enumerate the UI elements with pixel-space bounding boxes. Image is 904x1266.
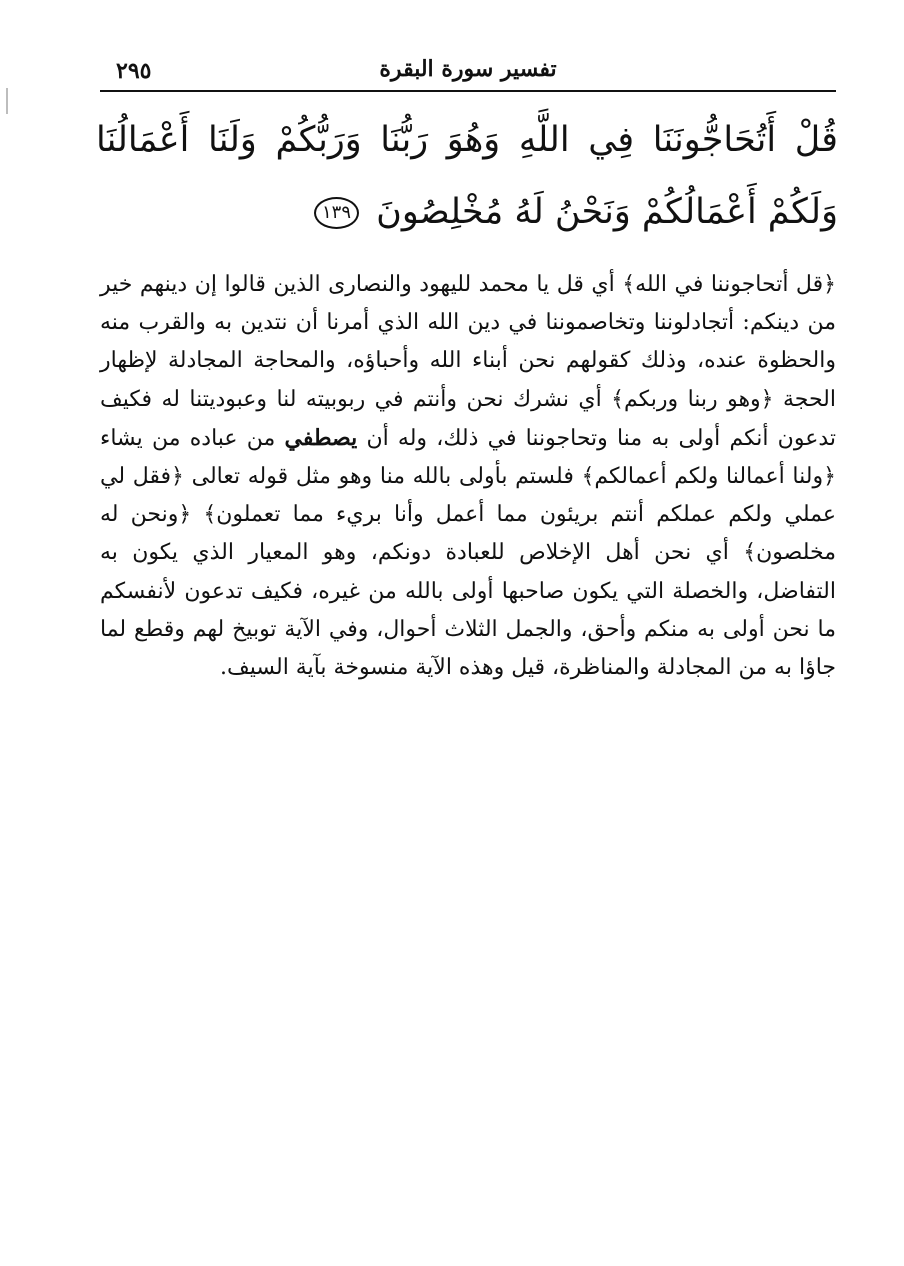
- scan-edge-mark: [6, 88, 8, 114]
- tafsir-commentary: [100, 266, 836, 687]
- commentary-emphasis-word: يصطفي: [284, 424, 358, 451]
- quran-verse: [96, 104, 838, 248]
- commentary-part-2: من عباده من يشاء ﴿ولنا أعمالنا ولكم أعمالكم﴾ فلستم بأولى بالله منا وهو مثل قوله تعالى ﴿فقل لي عملي ولكم عملكم أنتم بريئون مما أعمل وأنا بريء مما تعملون﴾ ﴿ونحن له مخلصون﴾ أي نحن أهل الإخلاص للعبادة دونكم، وهو المعيار الذي يكون به التفاضل، والخصلة التي يكون صاحبها أولى بالله من غيره، فكيف تدعون لأنفسكم ما نحن أولى به منكم وأحق، والجمل الثلاث أحوال، وفي الآية توبيخ لهم وقطع لما جاؤا به من المجادلة والمناظرة، قيل وهذه الآية منسوخة بآية السيف.: [100, 425, 836, 681]
- running-title: تفسير سورة البقرة: [379, 56, 557, 82]
- page-number: ٢٩٥: [116, 58, 152, 84]
- commentary-part-1: ﴿قل أتحاجوننا في الله﴾ أي قل يا محمد لليهود والنصارى الذين قالوا إن دينهم خير من دينكم: أتجادلوننا وتخاصموننا في دين الله الذي أمرنا أن نتدين به والقرب منه والحظوة عنده، وذلك كقولهم نحن أبناء الله وأحباؤه، والمحاجة المجادلة لإظهار الحجة ﴿وهو ربنا وربكم﴾ أي نشرك نحن وأنتم في ربوبيته لنا وعبوديتنا له فكيف تدعون أنكم أولى به منا وتحاجوننا في ذلك، وله أن: [100, 272, 836, 451]
- page-header: [100, 50, 836, 92]
- ayah-number-ornament: ١٣٩: [314, 197, 359, 229]
- verse-text: قُلْ أَتُحَاجُّونَنَا فِي اللَّهِ وَهُوَ رَبُّنَا وَرَبُّكُمْ وَلَنَا أَعْمَالُنَا وَلَكُمْ أَعْمَالُكُمْ وَنَحْنُ لَهُ مُخْلِصُونَ: [96, 120, 838, 232]
